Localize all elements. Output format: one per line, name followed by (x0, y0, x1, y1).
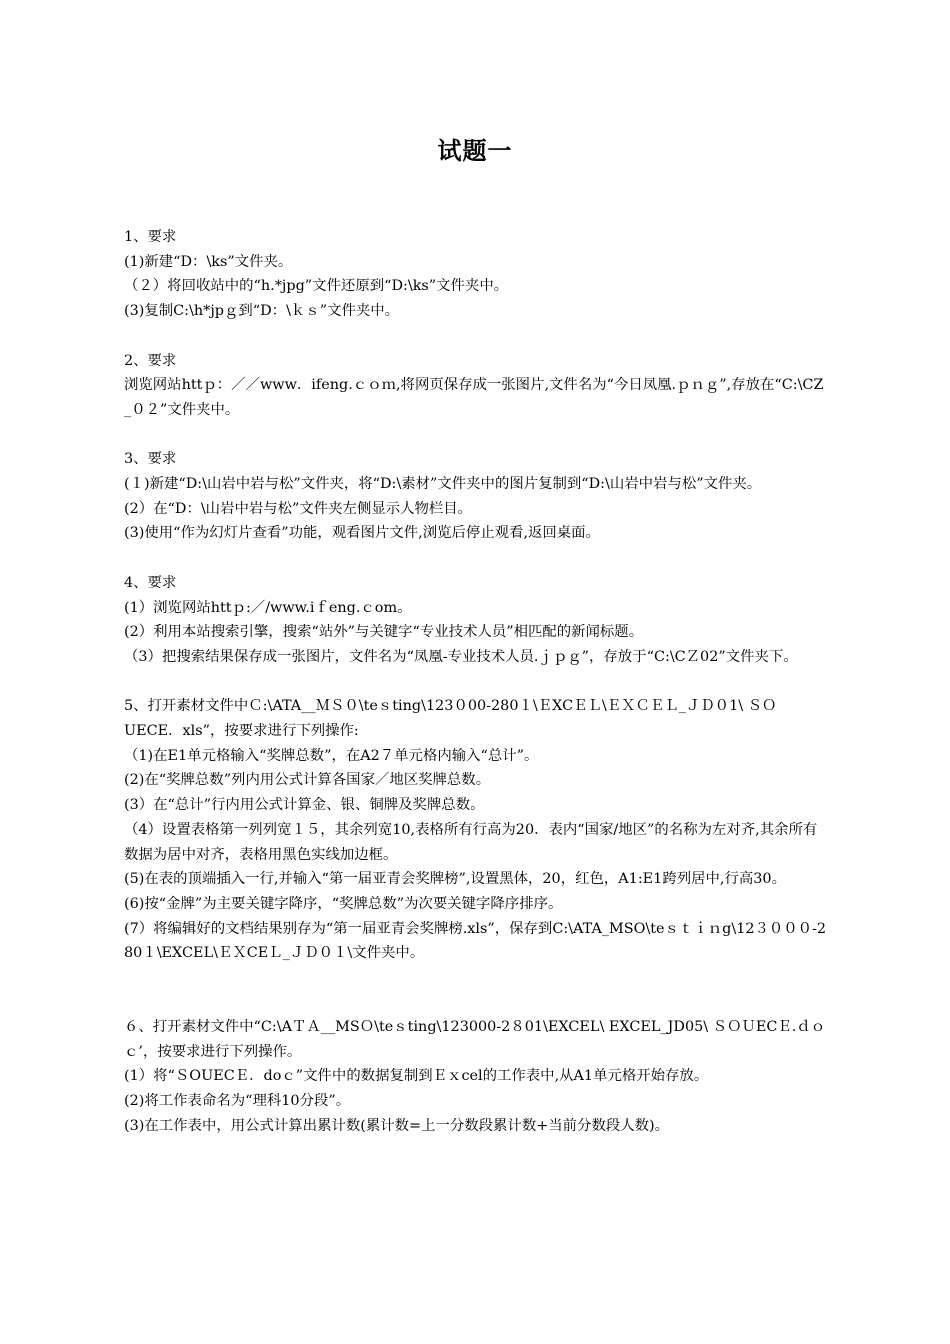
question-heading: 2、要求 (124, 352, 177, 369)
question-heading: 1、要求 (124, 229, 177, 245)
requirement-item: (5)在表的顶端插入一行,并输入“第一届亚青会奖牌榜”,设置黑体，20，红色，A1:E1跨列居中,行高30。 (124, 871, 786, 888)
question-heading: ６、打开素材文件中“C:\AＴＡ__MSＯ\teｓting\123000-2８01\EXCEL\ EXCEL_JD05\ ＳＯＵECＥ.ｄｏｃ’，按要求进行下列操作。 (124, 1019, 826, 1060)
question-6 (124, 1015, 830, 1139)
requirement-item: （1)在E1单元格输入“奖牌总数”，在A2７单元格内输入“总计”。 (124, 747, 539, 764)
section-spacer (124, 423, 830, 448)
question-2 (124, 349, 830, 423)
question-4 (124, 571, 830, 670)
requirement-item: (2）在“D：\山岩中岩与松”文件夹左侧显示人物栏目。 (124, 500, 473, 517)
requirement-item: (3)在工作表中，用公式计算出累计数(累计数=上一分数段累计数+当前分数段人数)。 (124, 1117, 670, 1134)
requirement-item: (１)新建“D:\山岩中岩与松”文件夹，将“D:\素材”文件夹中的图片复制到“D:\山岩中岩与松”文件夹。 (124, 476, 762, 492)
requirement-item: (1）浏览网站httｐ:／/www.iｆeng.ｃom。 (124, 599, 412, 616)
question-5 (124, 694, 830, 966)
requirement-item: (1）将“ＳOUECＥ．doｃ”文件中的数据复制到Ｅｘcel的工作表中,从A1单元格开始存放。 (124, 1068, 709, 1085)
question-heading: 4、要求 (124, 574, 177, 591)
requirement-item: (6)按“金牌”为主要关键字降序，“奖牌总数”为次要关键字降序排序。 (124, 895, 563, 912)
section-spacer (124, 324, 830, 349)
section-spacer (124, 670, 830, 695)
requirement-item: (3）在“总计”行内用公式计算金、银、铜牌及奖牌总数。 (124, 797, 485, 814)
section-spacer (124, 546, 830, 571)
document-body (124, 225, 830, 1139)
question-heading: 3、要求 (124, 451, 177, 468)
requirement-item: (2)在“奖牌总数”列内用公式计算各国家／地区奖牌总数。 (124, 772, 491, 789)
page-title: 试题一 (437, 137, 513, 165)
requirement-item: (2)将工作表命名为“理科10分段”。 (124, 1093, 351, 1110)
requirement-item: (2）利用本站搜索引擎，搜索“站外”与关键字“专业技术人员”相匹配的新闻标题。 (124, 624, 644, 641)
section-spacer (124, 966, 830, 1015)
requirement-item: (1)新建“D：\ks”文件夹。 (124, 253, 293, 270)
requirement-item: （２）将回收站中的“h.*jpg”文件还原到“D:\ks”文件夹中。 (124, 278, 509, 295)
question-heading: 5、打开素材文件中Ｃ:\ATA__ＭＳ０\teｓting\123０00-280１\ＥXCＥＬ\ＥＸＣＥＬ_ＪＤ０1\ ＳＯUECE．xls”，按要求进行下列操作: (124, 698, 777, 739)
requirement-item: (3)使用“作为幻灯片查看”功能，观看图片文件,浏览后停止观看,返回桌面。 (124, 525, 600, 542)
requirement-item: (7）将编辑好的文档结果别存为“第一届亚青会奖牌榜.xls”，保存到C:\ATA_MSO\teｓｔｉｎg\12３０００-280１\EXCEL\ＥＸCEＬ_ＪＤ０１\文件夹中。 (124, 920, 827, 962)
question-3 (124, 447, 830, 546)
requirement-item: (3)复制C:\h*jpｇ到“D：\ｋｓ”文件夹中。 (124, 303, 400, 320)
requirement-item: 浏览网站httｐ：／／www．ifeng.ｃｏｍ,将网页保存成一张图片,文件名为“今日凤凰.ｐｎｇ”,存放在“C:\CZ_０２”文件夹中。 (124, 377, 824, 418)
question-1 (124, 225, 830, 324)
requirement-item: （3）把搜索结果保存成一张图片，文件名为“凤凰-专业技术人员.ｊｐｇ”，存放于“C:\CＺ02”文件夹下。 (124, 648, 798, 665)
requirement-item: （4）设置表格第一列列宽１５，其余列宽10,表格所有行高为20．表内“国家/地区”的名称为左对齐,其余所有数据为居中对齐，表格用黑色实线加边框。 (124, 821, 818, 863)
